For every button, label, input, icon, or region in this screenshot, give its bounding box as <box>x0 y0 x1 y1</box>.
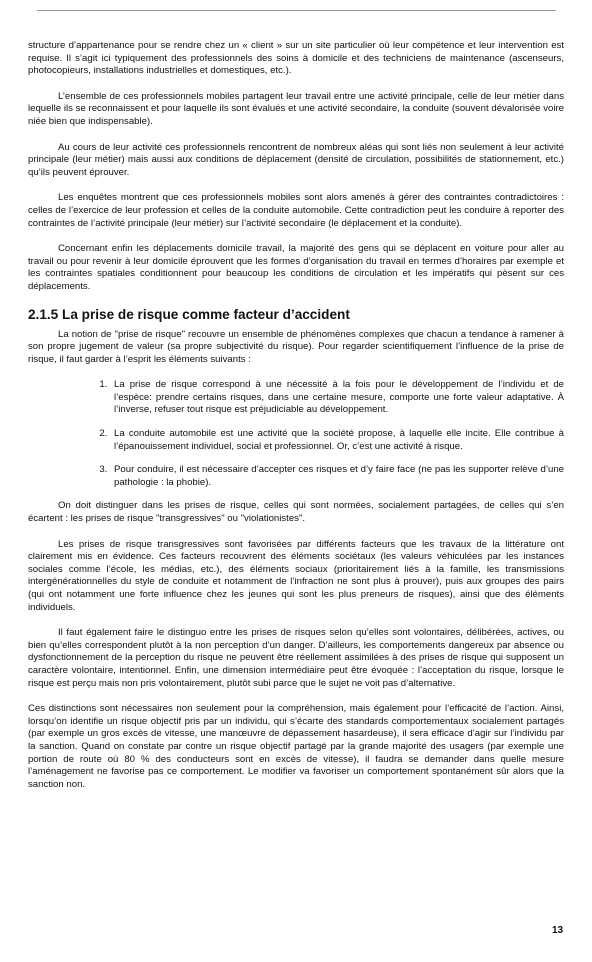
list-item: 1. La prise de risque correspond à une nécessité à la fois pour le développement de l’individu et de l’espèce: prendre certains risques, dans une certaine mesure, comporte une forte valeur adaptative. À l’inverse, refuser tout risque est préjudiciable au développement. <box>110 379 564 417</box>
paragraph: Ces distinctions sont nécessaires non seulement pour la compréhension, mais également pour l’efficacité de l’action. Ainsi, lorsqu’on identifie un risque objectif pris par un individu, qui s’écarte des standards comportementaux socialement partagés (par exemple un gros excès de vitesse, une manœuvre de dépassement hasardeuse), il sera efficace d’agir sur l’individu par la sanction. Quand on constate par contre un risque objectif partagé par la grande majorité des usagers (par exemple une portion de route où 80 % des conducteurs sont en excès de vitesse), il faudra se demander dans quelle mesure l’aménagement ne favorise pas ce comportement. Le modifier va favoriser un comportement spontanément sûr alors que la sanction non. <box>28 703 564 790</box>
paragraph: Les enquêtes montrent que ces professionnels mobiles sont alors amenés à gérer des contraintes contradictoires : celles de l’exercice de leur profession et celles de la conduite automobile. Cette contradiction peut les conduire à reporter des contraintes de l’activité principale (leur métier) sur l’activité secondaire (le déplacement et la conduite). <box>28 192 564 229</box>
page-body <box>28 40 564 804</box>
paragraph: On doit distinguer dans les prises de risque, celles qui sont normées, socialement partagées, de celles qui s’en écartent : les prises de risque "transgressives" ou "violationistes". <box>28 500 564 525</box>
paragraph: Il faut également faire le distinguo entre les prises de risques selon qu’elles sont volontaires, délibérées, actives, ou bien qu’elles correspondent plutôt à la non perception d’un danger. D’ailleurs, les comportements dangereux par absence ou dysfonctionnement de la perception du risque ne peuvent être réellement assimilées à des prises de risque qui supposent un caractère volontaire, intentionnel. Enfin, une dimension intermédiaire peut être évoquée : l’acceptation du risque, lorsque le risque est perçu mais non pris volontairement, plutôt subi parce que le sujet ne voit pas d’alternative. <box>28 627 564 689</box>
paragraph: Concernant enfin les déplacements domicile travail, la majorité des gens qui se déplacent en voiture pour aller au travail ou pour revenir à leur domicile éprouvent que les formes d’organisation du travail en termes d’horaires par exemple et les contraintes spatiales conditionnent pour beaucoup les conditions de circulation et les impératifs qui pèsent sur ces déplacements. <box>28 243 564 292</box>
section-heading: 2.1.5 La prise de risque comme facteur d’accident <box>28 306 350 322</box>
paragraph: Les prises de risque transgressives sont favorisées par différents facteurs que les travaux de la littérature ont clairement mis en évidence. Ces facteurs recouvrent des éléments sociétaux (les valeurs véhiculées par les instances sociales comme l’école, les médias, etc.), des éléments sociaux (prioritairement liés à la famille, les transmissions intergénérationnelles du style de conduite et notamment de l’infraction ne sont plus à prouver), puis aux groupes des pairs (qui ont notamment une forte influence chez les jeunes qui sont les plus preneurs de risques), ainsi que des éléments individuels. <box>28 538 564 613</box>
page-number: 13 <box>552 925 564 936</box>
paragraph: structure d’appartenance pour se rendre chez un « client » sur un site particulier où leur compétence et leur intervention est requise. Il s’agit ici typiquement des professionnels des soins à domicile et des techniciens de maintenance (ascenseurs, photocopieurs, installations industrielles et domestiques, etc.). <box>28 40 564 77</box>
numbered-list <box>28 379 564 489</box>
paragraph: Au cours de leur activité ces professionnels rencontrent de nombreux aléas qui sont liés non seulement à leur activité principale (leur métier) mais aussi aux conditions de déplacement (densité de circulation, possibilités de stationnement, etc.) qu’ils peuvent éprouver. <box>28 141 564 178</box>
header-rule <box>37 10 556 11</box>
list-item: 3. Pour conduire, il est nécessaire d’accepter ces risques et d’y faire face (ne pas les supporter relève d’une pathologie : la phobie). <box>110 464 564 489</box>
list-item: 2. La conduite automobile est une activité que la société propose, à laquelle elle incite. Elle contribue à l’épanouissement individuel, social et professionnel. Or, c’est une activité à risque. <box>110 428 564 453</box>
paragraph: L’ensemble de ces professionnels mobiles partagent leur travail entre une activité principale, celle de leur métier dans lequelle ils se reconnaissent et pour laquelle ils sont évalués et une activité secondaire, la conduite (souvent dévalorisée voire niée bien que indispensable). <box>28 90 564 127</box>
intro-paragraph: La notion de "prise de risque" recouvre un ensemble de phénomènes complexes que chacun a tendance à ramener à son propre jugement de valeur (sa propre subjectivité du risque). Pour regarder scientifiquement l’influence de la prise de risque, il faut garder à l’esprit les éléments suivants : <box>28 328 564 365</box>
